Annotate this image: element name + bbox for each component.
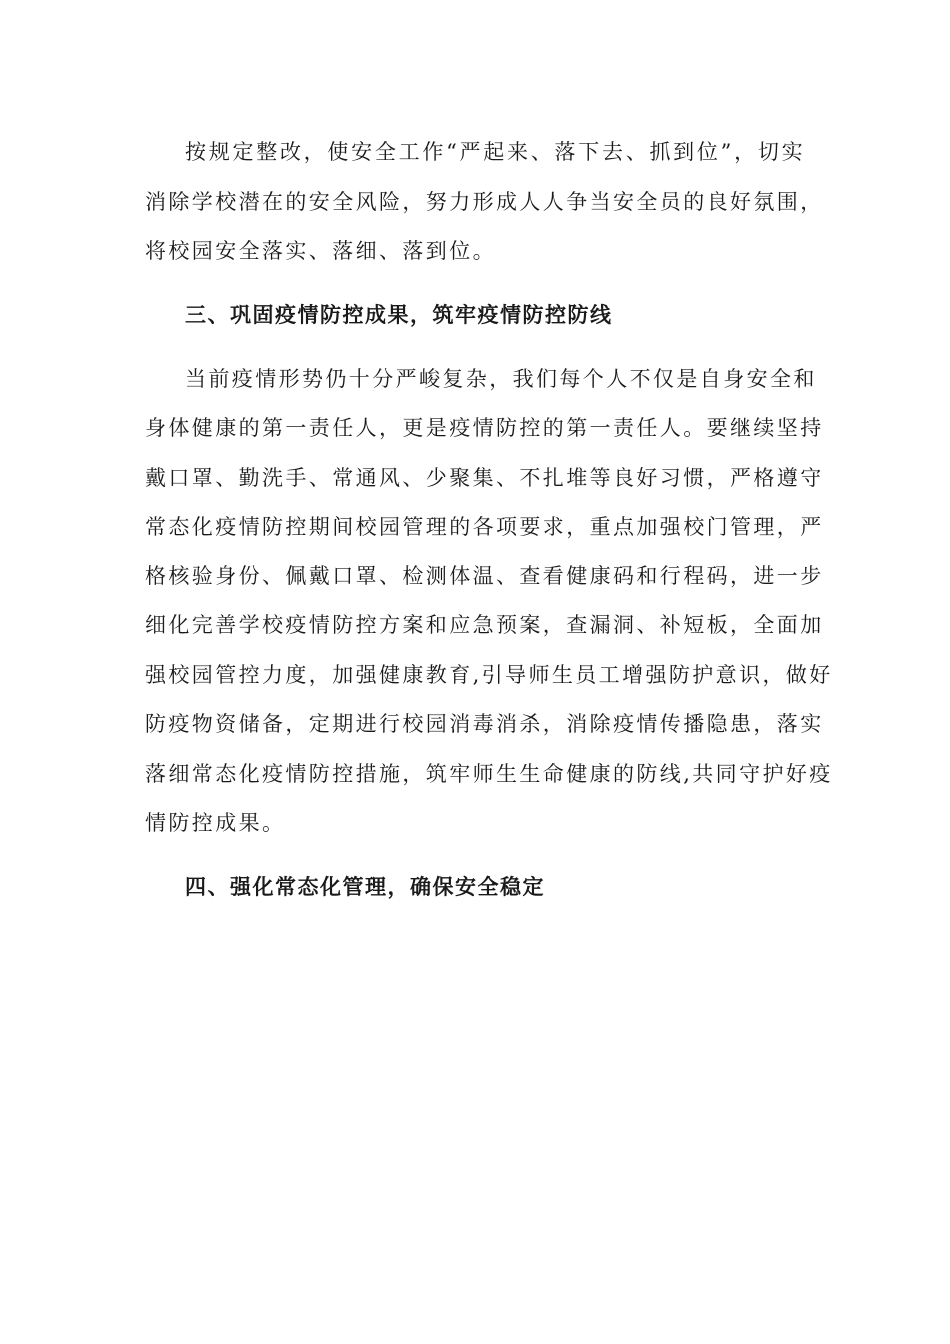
paragraph-line: 格核验身份、佩戴口罩、检测体温、查看健康码和行程码，进一步 (145, 564, 824, 588)
paragraph-line: 戴口罩、勤洗手、常通风、少聚集、不扎堆等良好习惯，严格遵守 (145, 466, 824, 490)
paragraph-line: 当前疫情形势仍十分严峻复杂，我们每个人不仅是自身安全和 (185, 367, 817, 391)
section-heading: 四、强化常态化管理，确保安全稳定 (185, 875, 545, 899)
paragraph-line: 情防控成果。 (145, 811, 286, 835)
paragraph-line: 将校园安全落实、落细、落到位。 (145, 239, 496, 263)
paragraph-line: 消除学校潜在的安全风险，努力形成人人争当安全员的良好氛围， (145, 190, 824, 214)
paragraph-line: 常态化疫情防控期间校园管理的各项要求，重点加强校门管理，严 (145, 515, 824, 539)
paragraph-line: 防疫物资储备，定期进行校园消毒消杀，消除疫情传播隐患，落实 (145, 712, 824, 736)
paragraph-line: 落细常态化疫情防控措施，筑牢师生生命健康的防线,共同守护好疫 (145, 762, 833, 786)
paragraph-line: 按规定整改，使安全工作“严起来、落下去、抓到位”，切实 (185, 140, 805, 164)
section-heading: 三、巩固疫情防控成果，筑牢疫情防控防线 (185, 303, 613, 327)
paragraph-line: 细化完善学校疫情防控方案和应急预案，查漏洞、补短板，全面加 (145, 613, 824, 637)
paragraph-line: 身体健康的第一责任人，更是疫情防控的第一责任人。要继续坚持 (145, 416, 824, 440)
paragraph-line: 强校园管控力度，加强健康教育,引导师生员工增强防护意识，做好 (145, 663, 833, 687)
